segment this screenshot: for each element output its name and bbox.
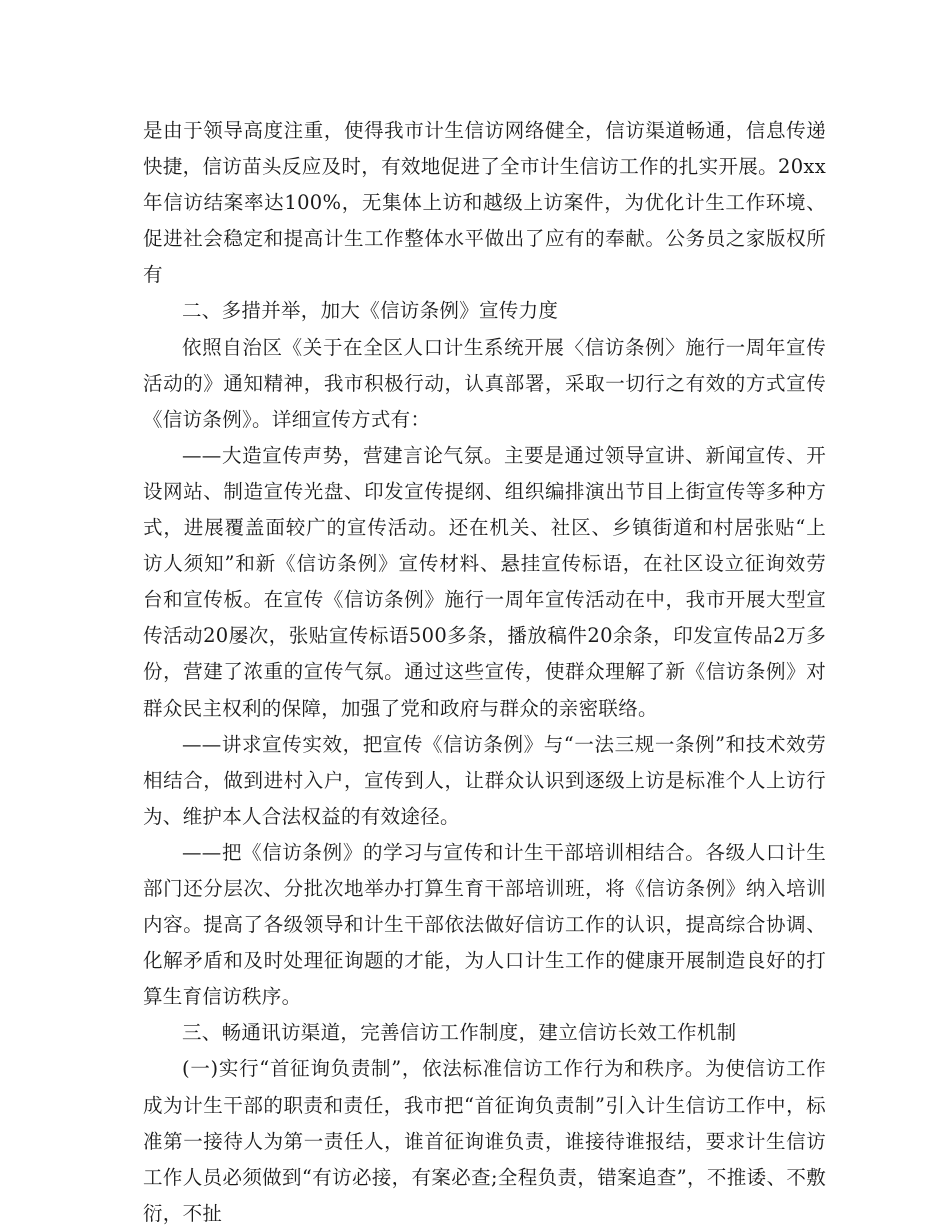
- section-heading-3: 三、畅通讯访渠道，完善信访工作制度，建立信访长效工作机制: [182, 1021, 737, 1045]
- paragraph-1: 是由于领导高度注重，使得我市计生信访网络健全，信访渠道畅通，信息传递快捷，信访苗头反应及时，有效地促进了全市计生信访工作的扎实开展。20xx年信访结案率达100%，无集体上访和越级上访案件，为优化计生工作环境、促进社会稳定和提高计生工作整体水平做出了应有的奉献。公务员之家版权所有: [143, 119, 826, 287]
- paragraph-4: ——大造宣传声势，营建言论气氛。主要是通过领导宣讲、新闻宣传、开设网站、制造宣传光盘、印发宣传提纲、组织编排演出节目上街宣传等多种方式，进展覆盖面较广的宣传活动。还在机关、社区、乡镇街道和村居张贴“上访人须知”和新《信访条例》宣传材料、悬挂宣传标语，在社区设立征询效劳台和宣传板。在宣传《信访条例》施行一周年宣传活动在中，我市开展大型宣传活动20屡次，张贴宣传标语500多条，播放稿件20余条，印发宣传品2万多份，营建了浓重的宣传气氛。通过这些宣传，使群众理解了新《信访条例》对群众民主权利的保障，加强了党和政府与群众的亲密联络。: [143, 443, 826, 720]
- paragraph-8: (一)实行“首征询负责制”，依法标准信访工作行为和秩序。为使信访工作成为计生干部的职责和责任，我市把“首征询负责制”引入计生信访工作中，标准第一接待人为第一责任人，谁首征询谁负责，谁接待谁报结，要求计生信访工作人员必须做到“有访必接，有案必查;全程负责，错案追查”，不推诿、不敷衍，不扯: [143, 1057, 826, 1225]
- section-heading-2: 二、多措并举，加大《信访条例》宣传力度: [182, 299, 559, 323]
- document-page: [143, 113, 826, 1232]
- paragraph-3: 依照自治区《关于在全区人口计生系统开展〈信访条例〉施行一周年宣传活动的》通知精神，我市积极行动，认真部署，采取一切行之有效的方式宣传《信访条例》。详细宣传方式有：: [143, 335, 826, 431]
- paragraph-6: ——把《信访条例》的学习与宣传和计生干部培训相结合。各级人口计生部门还分层次、分批次地举办打算生育干部培训班，将《信访条例》纳入培训内容。提高了各级领导和计生干部依法做好信访工作的认识，提高综合协调、化解矛盾和及时处理征询题的才能，为人口计生工作的健康开展制造良好的打算生育信访秩序。: [143, 840, 826, 1009]
- paragraph-5: ——讲求宣传实效，把宣传《信访条例》与“一法三规一条例”和技术效劳相结合，做到进村入户，宣传到人，让群众认识到逐级上访是标准个人上访行为、维护本人合法权益的有效途径。: [143, 732, 826, 828]
